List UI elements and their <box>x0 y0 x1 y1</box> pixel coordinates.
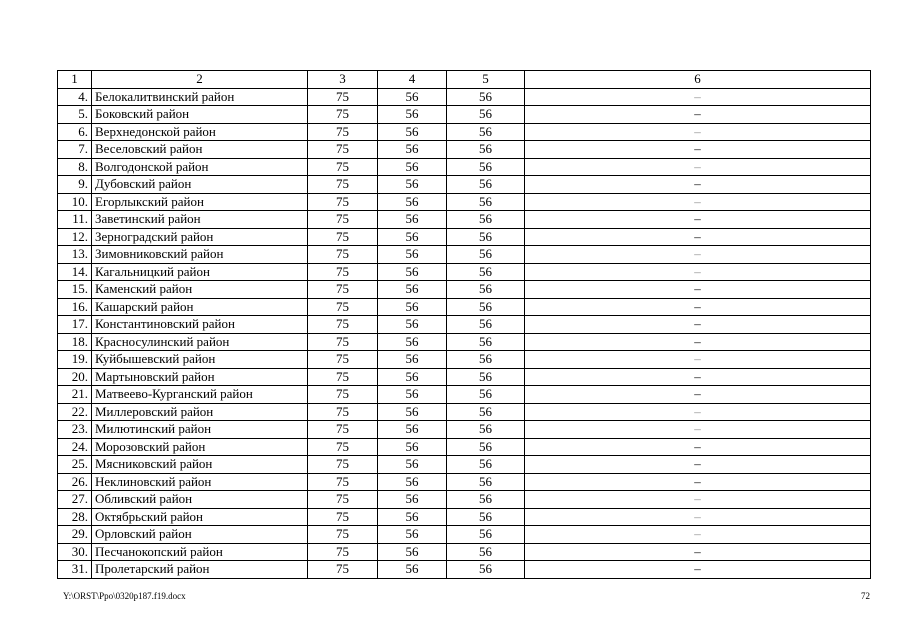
table-row <box>58 368 871 386</box>
table-row <box>58 88 871 106</box>
header-cell-2: 2 <box>92 71 308 89</box>
col6-dash-cell <box>525 298 871 316</box>
district-name-cell: Морозовский район <box>92 438 308 456</box>
row-number-cell: 16. <box>58 298 92 316</box>
col4-value-cell: 56 <box>378 106 447 124</box>
col6-dash-cell <box>525 141 871 159</box>
col4-value-cell: 56 <box>378 228 447 246</box>
header-cell-6: 6 <box>525 71 871 89</box>
table-row <box>58 403 871 421</box>
dash-text: – <box>694 421 701 436</box>
col3-value-cell: 75 <box>308 228 378 246</box>
col6-dash-cell <box>525 263 871 281</box>
col5-value-cell: 56 <box>447 508 525 526</box>
col6-dash-cell <box>525 228 871 246</box>
table-row <box>58 263 871 281</box>
table-row <box>58 211 871 229</box>
district-name-cell: Октябрьский район <box>92 508 308 526</box>
row-number-cell: 15. <box>58 281 92 299</box>
col6-dash-cell <box>525 246 871 264</box>
col4-value-cell: 56 <box>378 386 447 404</box>
dash-text: – <box>694 473 701 489</box>
col3-value-cell: 75 <box>308 333 378 351</box>
district-name-cell: Мясниковский район <box>92 456 308 474</box>
header-cell-4: 4 <box>378 71 447 89</box>
col4-value-cell: 56 <box>378 473 447 491</box>
col5-value-cell: 56 <box>447 403 525 421</box>
row-number-cell: 31. <box>58 561 92 579</box>
col4-value-cell: 56 <box>378 123 447 141</box>
col5-value-cell: 56 <box>447 473 525 491</box>
row-number-cell: 5. <box>58 106 92 124</box>
col6-dash-cell <box>525 158 871 176</box>
row-number-cell: 19. <box>58 351 92 369</box>
district-name-cell: Кагальницкий район <box>92 263 308 281</box>
dash-text: – <box>694 508 701 524</box>
col3-value-cell: 75 <box>308 473 378 491</box>
row-number-cell: 17. <box>58 316 92 334</box>
table-row <box>58 193 871 211</box>
dash-text: – <box>694 386 701 401</box>
col6-dash-cell <box>525 508 871 526</box>
col4-value-cell: 56 <box>378 176 447 194</box>
row-number-cell: 10. <box>58 193 92 211</box>
col3-value-cell: 75 <box>308 316 378 334</box>
col3-value-cell: 75 <box>308 158 378 176</box>
col3-value-cell: 75 <box>308 368 378 386</box>
col3-value-cell: 75 <box>308 211 378 229</box>
row-number-cell: 23. <box>58 421 92 439</box>
district-name-cell: Зимовниковский район <box>92 246 308 264</box>
col6-dash-cell <box>525 193 871 211</box>
col5-value-cell: 56 <box>447 123 525 141</box>
table-row <box>58 141 871 159</box>
col4-value-cell: 56 <box>378 403 447 421</box>
col4-value-cell: 56 <box>378 491 447 509</box>
col3-value-cell: 75 <box>308 386 378 404</box>
dash-text: – <box>694 246 701 261</box>
col6-dash-cell <box>525 491 871 509</box>
col5-value-cell: 56 <box>447 211 525 229</box>
district-name-cell: Мартыновский район <box>92 368 308 386</box>
col5-value-cell: 56 <box>447 491 525 509</box>
col6-dash-cell <box>525 123 871 141</box>
table-row <box>58 333 871 351</box>
col4-value-cell: 56 <box>378 526 447 544</box>
col4-value-cell: 56 <box>378 263 447 281</box>
col3-value-cell: 75 <box>308 526 378 544</box>
row-number-cell: 25. <box>58 456 92 474</box>
col5-value-cell: 56 <box>447 561 525 579</box>
dash-text: – <box>694 141 701 156</box>
district-name-cell: Матвеево-Курганский район <box>92 386 308 404</box>
district-name-cell: Песчанокопский район <box>92 543 308 561</box>
dash-text: – <box>694 176 701 191</box>
district-name-cell: Егорлыкский район <box>92 193 308 211</box>
table-header-row <box>58 71 871 89</box>
col5-value-cell: 56 <box>447 316 525 334</box>
table-row <box>58 281 871 299</box>
row-number-cell: 14. <box>58 263 92 281</box>
dash-text: – <box>694 228 701 244</box>
dash-text: – <box>694 491 701 506</box>
col3-value-cell: 75 <box>308 281 378 299</box>
col5-value-cell: 56 <box>447 176 525 194</box>
district-name-cell: Зерноградский район <box>92 228 308 246</box>
col5-value-cell: 56 <box>447 368 525 386</box>
col6-dash-cell <box>525 281 871 299</box>
col5-value-cell: 56 <box>447 351 525 369</box>
col5-value-cell: 56 <box>447 526 525 544</box>
col4-value-cell: 56 <box>378 88 447 106</box>
table-row <box>58 316 871 334</box>
col5-value-cell: 56 <box>447 263 525 281</box>
col4-value-cell: 56 <box>378 211 447 229</box>
col5-value-cell: 56 <box>447 421 525 439</box>
table-row <box>58 386 871 404</box>
col4-value-cell: 56 <box>378 141 447 159</box>
col6-dash-cell <box>525 403 871 421</box>
row-number-cell: 30. <box>58 543 92 561</box>
district-name-cell: Красносулинский район <box>92 333 308 351</box>
col4-value-cell: 56 <box>378 281 447 299</box>
col3-value-cell: 75 <box>308 106 378 124</box>
district-name-cell: Дубовский район <box>92 176 308 194</box>
col6-dash-cell <box>525 106 871 124</box>
row-number-cell: 24. <box>58 438 92 456</box>
dash-text: – <box>694 193 701 209</box>
col6-dash-cell <box>525 543 871 561</box>
col4-value-cell: 56 <box>378 438 447 456</box>
table-row <box>58 246 871 264</box>
district-name-cell: Константиновский район <box>92 316 308 334</box>
dash-text: – <box>694 456 701 471</box>
col5-value-cell: 56 <box>447 246 525 264</box>
table-row <box>58 508 871 526</box>
district-name-cell: Пролетарский район <box>92 561 308 579</box>
col5-value-cell: 56 <box>447 543 525 561</box>
col5-value-cell: 56 <box>447 88 525 106</box>
district-name-cell: Заветинский район <box>92 211 308 229</box>
table-row <box>58 158 871 176</box>
dash-text: – <box>694 351 701 366</box>
district-name-cell: Орловский район <box>92 526 308 544</box>
dash-text: – <box>694 106 701 121</box>
dash-text: – <box>694 368 701 384</box>
district-name-cell: Милютинский район <box>92 421 308 439</box>
col6-dash-cell <box>525 316 871 334</box>
col6-dash-cell <box>525 211 871 229</box>
col6-dash-cell <box>525 421 871 439</box>
district-name-cell: Кашарский район <box>92 298 308 316</box>
district-name-cell: Боковский район <box>92 106 308 124</box>
district-name-cell: Веселовский район <box>92 141 308 159</box>
table-row <box>58 351 871 369</box>
dash-text: – <box>694 123 701 139</box>
col3-value-cell: 75 <box>308 561 378 579</box>
district-name-cell: Волгодонской район <box>92 158 308 176</box>
table-row <box>58 491 871 509</box>
dash-text: – <box>694 561 701 576</box>
dash-text: – <box>694 211 701 226</box>
dash-text: – <box>694 333 701 349</box>
table-row <box>58 561 871 579</box>
district-name-cell: Верхнедонской район <box>92 123 308 141</box>
footer-page-number: 72 <box>861 591 870 601</box>
table-row <box>58 228 871 246</box>
col3-value-cell: 75 <box>308 298 378 316</box>
row-number-cell: 6. <box>58 123 92 141</box>
dash-text: – <box>694 158 701 174</box>
dash-text: – <box>694 281 701 296</box>
row-number-cell: 4. <box>58 88 92 106</box>
dash-text: – <box>694 316 701 331</box>
table-row <box>58 421 871 439</box>
table-row <box>58 526 871 544</box>
table-row <box>58 438 871 456</box>
dash-text: – <box>694 263 701 279</box>
col5-value-cell: 56 <box>447 386 525 404</box>
col3-value-cell: 75 <box>308 508 378 526</box>
col5-value-cell: 56 <box>447 456 525 474</box>
col4-value-cell: 56 <box>378 158 447 176</box>
col5-value-cell: 56 <box>447 281 525 299</box>
row-number-cell: 22. <box>58 403 92 421</box>
col4-value-cell: 56 <box>378 298 447 316</box>
row-number-cell: 29. <box>58 526 92 544</box>
col6-dash-cell <box>525 561 871 579</box>
dash-text: – <box>694 403 701 419</box>
col6-dash-cell <box>525 438 871 456</box>
col6-dash-cell <box>525 88 871 106</box>
col4-value-cell: 56 <box>378 561 447 579</box>
row-number-cell: 9. <box>58 176 92 194</box>
col3-value-cell: 75 <box>308 263 378 281</box>
table-body <box>58 71 871 579</box>
col3-value-cell: 75 <box>308 176 378 194</box>
col6-dash-cell <box>525 526 871 544</box>
col4-value-cell: 56 <box>378 421 447 439</box>
dash-text: – <box>694 526 701 541</box>
table-row <box>58 298 871 316</box>
col3-value-cell: 75 <box>308 421 378 439</box>
col6-dash-cell <box>525 386 871 404</box>
row-number-cell: 13. <box>58 246 92 264</box>
district-name-cell: Неклиновский район <box>92 473 308 491</box>
dash-text: – <box>694 438 701 454</box>
data-table <box>57 70 871 579</box>
row-number-cell: 28. <box>58 508 92 526</box>
col3-value-cell: 75 <box>308 403 378 421</box>
col5-value-cell: 56 <box>447 333 525 351</box>
district-name-cell: Куйбышевский район <box>92 351 308 369</box>
col3-value-cell: 75 <box>308 456 378 474</box>
col6-dash-cell <box>525 351 871 369</box>
col5-value-cell: 56 <box>447 158 525 176</box>
district-name-cell: Миллеровский район <box>92 403 308 421</box>
col4-value-cell: 56 <box>378 333 447 351</box>
table-row <box>58 123 871 141</box>
dash-text: – <box>694 88 701 104</box>
col4-value-cell: 56 <box>378 456 447 474</box>
col6-dash-cell <box>525 473 871 491</box>
row-number-cell: 21. <box>58 386 92 404</box>
col4-value-cell: 56 <box>378 543 447 561</box>
row-number-cell: 26. <box>58 473 92 491</box>
row-number-cell: 7. <box>58 141 92 159</box>
row-number-cell: 18. <box>58 333 92 351</box>
header-cell-5: 5 <box>447 71 525 89</box>
col5-value-cell: 56 <box>447 438 525 456</box>
col3-value-cell: 75 <box>308 123 378 141</box>
col6-dash-cell <box>525 176 871 194</box>
col4-value-cell: 56 <box>378 508 447 526</box>
header-cell-1: 1 <box>58 71 92 89</box>
row-number-cell: 12. <box>58 228 92 246</box>
col5-value-cell: 56 <box>447 106 525 124</box>
district-name-cell: Каменский район <box>92 281 308 299</box>
table-row <box>58 543 871 561</box>
col5-value-cell: 56 <box>447 193 525 211</box>
table-row <box>58 456 871 474</box>
table-row <box>58 473 871 491</box>
col4-value-cell: 56 <box>378 246 447 264</box>
col3-value-cell: 75 <box>308 543 378 561</box>
table-row <box>58 106 871 124</box>
col6-dash-cell <box>525 333 871 351</box>
col4-value-cell: 56 <box>378 316 447 334</box>
col3-value-cell: 75 <box>308 141 378 159</box>
footer-file-path: Y:\ORST\Ppo\0320p187.f19.docx <box>63 591 186 601</box>
col3-value-cell: 75 <box>308 193 378 211</box>
col4-value-cell: 56 <box>378 193 447 211</box>
district-name-cell: Белокалитвинский район <box>92 88 308 106</box>
row-number-cell: 11. <box>58 211 92 229</box>
row-number-cell: 8. <box>58 158 92 176</box>
col6-dash-cell <box>525 456 871 474</box>
col5-value-cell: 56 <box>447 228 525 246</box>
col3-value-cell: 75 <box>308 438 378 456</box>
col6-dash-cell <box>525 368 871 386</box>
col3-value-cell: 75 <box>308 491 378 509</box>
col4-value-cell: 56 <box>378 368 447 386</box>
col5-value-cell: 56 <box>447 141 525 159</box>
col5-value-cell: 56 <box>447 298 525 316</box>
row-number-cell: 20. <box>58 368 92 386</box>
header-cell-3: 3 <box>308 71 378 89</box>
row-number-cell: 27. <box>58 491 92 509</box>
district-name-cell: Обливский район <box>92 491 308 509</box>
dash-text: – <box>694 298 701 314</box>
col4-value-cell: 56 <box>378 351 447 369</box>
col3-value-cell: 75 <box>308 88 378 106</box>
col3-value-cell: 75 <box>308 246 378 264</box>
col3-value-cell: 75 <box>308 351 378 369</box>
table-row <box>58 176 871 194</box>
dash-text: – <box>694 543 701 559</box>
